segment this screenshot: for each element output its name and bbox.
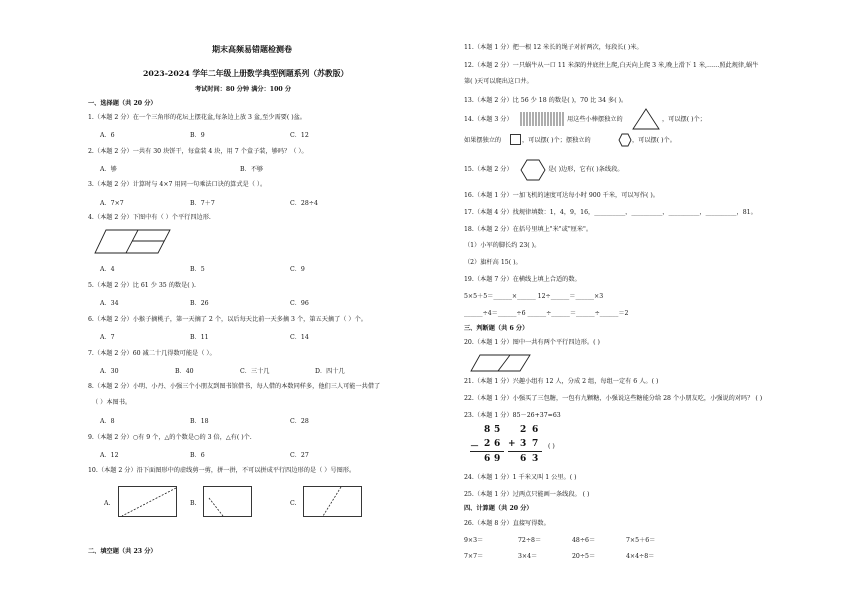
calc-digit: 2 <box>520 425 527 435</box>
calc-digit: 7 <box>532 439 539 449</box>
q9-option-b[interactable]: B．6 <box>190 452 205 459</box>
q5-option-a[interactable]: A．34 <box>100 300 119 307</box>
question-3: 3.（本题 2 分）计算时与 4×7 用同一句乘法口诀的算式是（ ）。 <box>88 181 267 188</box>
parallelogram-figure <box>94 229 172 255</box>
question-17: 17.（本题 4 分）找规律填数：1，4，9，16，__________，__________，__________，__________，81。 <box>464 209 757 216</box>
q10-figure-b <box>203 486 253 518</box>
q6-option-c[interactable]: C．14 <box>290 334 309 341</box>
vertical-calc-right <box>508 425 548 467</box>
question-23-answer-paren: ( ) <box>548 443 555 450</box>
question-18: 18.（本题 2 分）在括号里填上"米"或"厘米"。 <box>464 226 593 233</box>
q1-option-a[interactable]: A．6 <box>100 132 115 139</box>
q3-option-a[interactable]: A．7×7 <box>100 200 124 207</box>
q2-option-a[interactable]: A．够 <box>100 166 117 173</box>
question-24: 24.（本题 1 分）1 千米又叫 1 公里。( ) <box>464 474 577 481</box>
question-14-text4: ，可以摆( )个；摆独立的 <box>522 137 591 144</box>
q10-option-c[interactable]: C. <box>290 500 297 507</box>
calc-digit: 3 <box>532 454 539 464</box>
question-2: 2.（本题 2 分）一共有 30 块饼干，每盒装 4 块，用 7 个盒子装，够吗？（ ）。 <box>88 148 308 155</box>
section-judge-heading: 三、判断题（共 6 分） <box>464 325 529 332</box>
q10-figure-c <box>303 486 363 518</box>
question-15-prefix: 15.（本题 2 分） <box>464 166 513 173</box>
question-12-line2: 第( )天可以爬出这口井。 <box>464 78 533 85</box>
question-5: 5.（本题 2 分）比 61 少 35 的数是( ). <box>88 282 197 289</box>
question-13: 13.（本题 2 分）比 56 少 18 的数是( )，70 比 34 多( )。 <box>464 97 628 104</box>
exam-subtitle: 2023-2024 学年二年级上册数学典型例题系列（苏教版） <box>143 69 349 78</box>
q3-option-c[interactable]: C．28÷4 <box>290 200 318 207</box>
question-19-row1: 5×5＋5＝______×______ 12÷______＝______×3 <box>464 293 604 300</box>
q8-option-c[interactable]: C．28 <box>290 418 309 425</box>
question-9: 9.（本题 2 分）○有 9 个，△的个数是○的 3 倍，△有( )个. <box>88 434 252 441</box>
calc-item: 20÷5＝ <box>572 553 596 560</box>
exam-info: 考试时间：80 分钟 满分：100 分 <box>195 86 292 93</box>
q4-option-c[interactable]: C．9 <box>290 266 305 273</box>
q7-option-c[interactable]: C．三十几 <box>240 368 270 375</box>
triangle-icon <box>632 108 660 130</box>
hexagon-icon <box>520 159 546 181</box>
question-8-line1: 8.（本题 2 分）小明、小丹、小强三个小朋友到图书馆借书，每人借的本数同样多，他们三人可能一共借了 <box>88 383 381 390</box>
question-8-line2: （ ）本图书。 <box>92 399 132 406</box>
question-25: 25.（本题 1 分）过两点只能画一条线段。 ( ) <box>464 491 590 498</box>
question-15-text: 是( )边形，它有( )条线段。 <box>548 166 624 173</box>
q1-option-b[interactable]: B．9 <box>190 132 205 139</box>
question-23: 23.（本题 1 分）85－26+37=63 <box>464 412 561 419</box>
calc-digit: 8 <box>484 425 491 435</box>
q10-option-b[interactable]: B. <box>190 500 197 507</box>
question-14-text5: ，可以摆( )个。 <box>632 137 676 144</box>
question-12-line1: 12.（本题 2 分）一只蜗牛从一口 11 米深的井底往上爬,白天向上爬 3 米,晚上滑下 1 米,……照此规律,蜗牛 <box>464 62 759 69</box>
q2-option-b[interactable]: B．不够 <box>240 166 264 173</box>
exam-title: 期末高频易错题检测卷 <box>212 44 292 54</box>
q8-option-b[interactable]: B．18 <box>190 418 209 425</box>
question-19: 19.（本题 7 分）在横线上填上合适的数。 <box>464 276 581 283</box>
q7-option-b[interactable]: B．40 <box>175 368 194 375</box>
question-18-part2: （2）旗杆高 15( )。 <box>464 259 522 266</box>
question-21: 21.（本题 1 分）兴趣小组有 12 人，分成 2 组，每组一定有 6 人。( ) <box>464 378 659 385</box>
q10-option-a[interactable]: A. <box>104 500 111 507</box>
calc-digit: 6 <box>532 425 539 435</box>
calc-digit: 5 <box>494 425 501 435</box>
question-10: 10.（本题 2 分）沿下面图形中的虚线剪一剪，拼一拼，不可以拼成平行四边形的是（ ）号图形。 <box>88 467 356 474</box>
calc-digit: 6 <box>494 439 501 449</box>
q5-option-c[interactable]: C．96 <box>290 300 309 307</box>
calc-item: 7×7＝ <box>464 553 484 560</box>
section-calc-heading: 四、计算题（共 20 分） <box>464 505 533 512</box>
section-choice-heading: 一、选择题（共 20 分） <box>88 100 157 107</box>
hexagon-icon-small <box>618 133 632 147</box>
calc-item: 72÷8＝ <box>518 537 542 544</box>
calc-item: 9×3＝ <box>464 537 484 544</box>
question-6: 6.（本题 2 分）小猴子摘桃子，第一天摘了 2 个，以后每天比前一天多摘 3 个，第五天摘了（ ）个。 <box>88 316 367 323</box>
question-4: 4.（本题 2 分）下图中有（ ）个平行四边形. <box>88 214 211 221</box>
question-1: 1.（本题 2 分）在一个三角形的花坛上摆花盆,每条边上放 3 盆,至少需要( )盆。 <box>88 114 306 121</box>
q4-option-a[interactable]: A．4 <box>100 266 115 273</box>
calc-rule <box>470 451 504 452</box>
q10-figure-a <box>118 486 178 518</box>
q3-option-b[interactable]: B．7＋7 <box>190 200 215 207</box>
question-16: 16.（本题 1 分）一加飞机的速度可达每小时 900 千米，可以写作( )。 <box>464 192 659 199</box>
q9-option-c[interactable]: C．27 <box>290 452 309 459</box>
question-14-text1: 用这些小棒摆独立的 <box>567 116 623 123</box>
q20-figure <box>470 354 532 372</box>
calc-item: 3×4＝ <box>518 553 538 560</box>
q4-option-b[interactable]: B．5 <box>190 266 205 273</box>
calc-digit: 2 <box>484 439 491 449</box>
calc-item: 7×5＋6＝ <box>626 537 656 544</box>
calc-operator: － <box>470 442 480 452</box>
question-19-row2: ______÷4＝______÷6 ______÷______＝______÷______＝2 <box>464 310 629 317</box>
question-14-prefix: 14.（本题 3 分） <box>464 116 513 123</box>
calc-digit: 9 <box>494 454 501 464</box>
sticks-icon <box>520 111 564 127</box>
q6-option-a[interactable]: A．7 <box>100 334 115 341</box>
q8-option-a[interactable]: A．8 <box>100 418 115 425</box>
q7-option-a[interactable]: A．30 <box>100 368 119 375</box>
question-14-text2: ，可以摆( )个； <box>662 116 706 123</box>
question-14-text3: 如果摆独立的 <box>464 137 502 144</box>
calc-item: 48÷6＝ <box>572 537 596 544</box>
q7-option-d[interactable]: D．四十几 <box>315 368 345 375</box>
q1-option-c[interactable]: C．12 <box>290 132 309 139</box>
calc-item: 4×4÷8＝ <box>626 553 655 560</box>
question-11: 11.（本题 1 分）把一根 12 米长的绳子对折两次，每段长( )米。 <box>464 44 643 51</box>
question-7: 7.（本题 2 分）60 减二十几得数可能是（ ）。 <box>88 350 216 357</box>
question-26: 26.（本题 8 分）直接写得数。 <box>464 520 550 527</box>
calc-digit: 6 <box>520 454 527 464</box>
section-fill-heading: 二、填空题（共 23 分） <box>88 548 157 555</box>
q9-option-a[interactable]: A．12 <box>100 452 119 459</box>
calc-digit: 3 <box>520 439 527 449</box>
square-icon <box>510 134 522 146</box>
q5-option-b[interactable]: B．26 <box>190 300 209 307</box>
question-20: 20.（本题 1 分）图中一共有两个平行四边形。( ) <box>464 339 600 346</box>
question-18-part1: （1）小军的脚长约 23( )。 <box>464 242 541 249</box>
calc-digit: 6 <box>484 454 491 464</box>
vertical-calc-left <box>470 425 510 467</box>
question-22: 22.（本题 1 分）小强买了三包糖，一包有九颗糖，小强说这些糖能分给 28 个小朋友吃，小强说的对吗？ ( ) <box>464 395 763 402</box>
calc-operator: + <box>508 439 516 449</box>
calc-rule <box>508 451 542 452</box>
q6-option-b[interactable]: B．11 <box>190 334 209 341</box>
